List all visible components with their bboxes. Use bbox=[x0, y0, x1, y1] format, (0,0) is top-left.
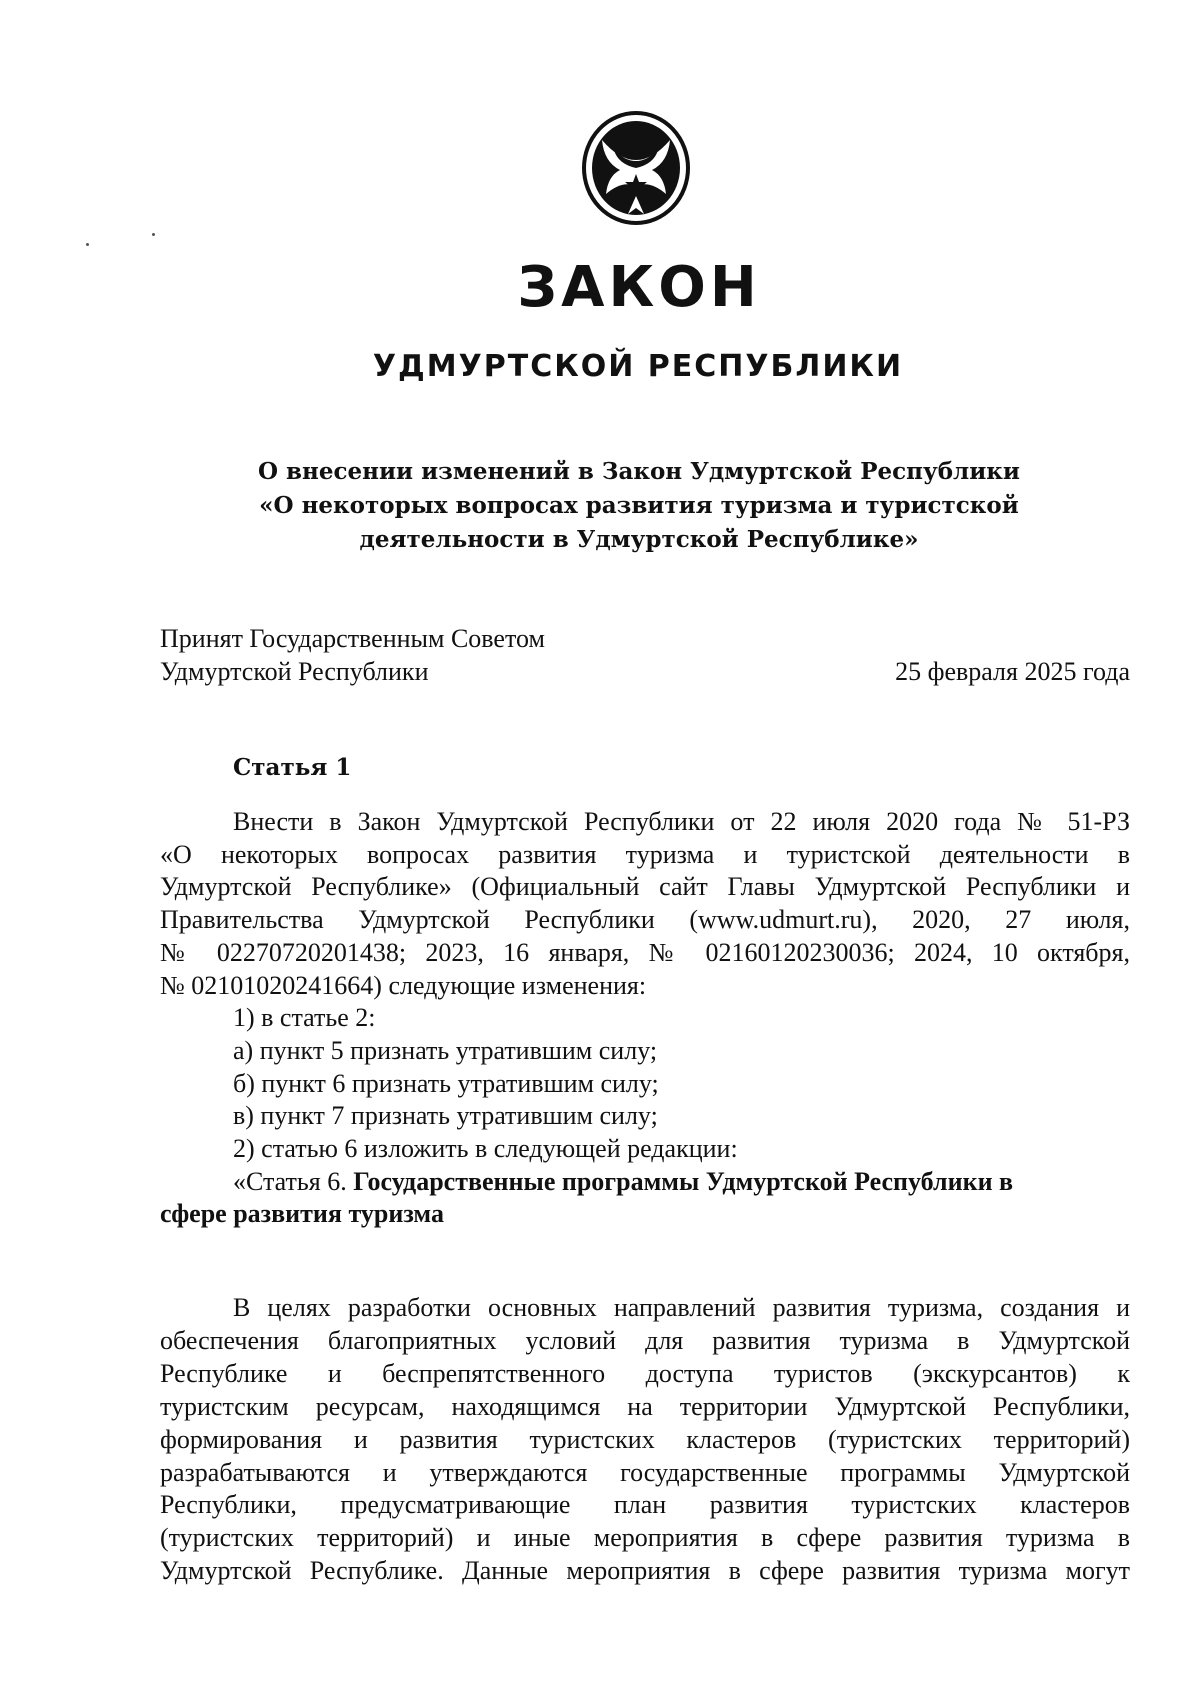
intro-line: Удмуртской Республике» (Официальный сайт Главы Удмуртской Республики и bbox=[160, 872, 1130, 902]
law-title: ЗАКОН bbox=[517, 255, 761, 320]
paragraph-line: формирования и развития туристских кластеров (туристских территорий) bbox=[160, 1424, 1130, 1454]
amendment-item: 1) в статье 2: bbox=[233, 1003, 376, 1033]
paragraph-line: обеспечения благоприятных условий для развития туризма в Удмуртской bbox=[160, 1325, 1130, 1355]
intro-line: Правительства Удмуртской Республики (www.udmurt.ru), 2020, 27 июля, bbox=[160, 905, 1130, 935]
article-heading: Статья 1 bbox=[233, 754, 352, 781]
paragraph-line: (туристских территорий) и иные мероприятия в сфере развития туризма в bbox=[160, 1523, 1130, 1553]
adopted-by-line-2 bbox=[160, 655, 1130, 688]
paragraph-line: Удмуртской Республике. Данные мероприятия в сфере развития туризма могут bbox=[160, 1556, 1130, 1586]
adopted-by-line: Принят Государственным Советом bbox=[160, 624, 545, 653]
paragraph-line: В целях разработки основных направлений развития туризма, создания и bbox=[233, 1293, 1130, 1322]
law-subject bbox=[0, 455, 1200, 557]
subject-line: О внесении изменений в Закон Удмуртской Республики bbox=[258, 458, 1020, 485]
coat-of-arms-emblem bbox=[580, 110, 692, 226]
republic-title: УДМУРТСКОЙ РЕСПУБЛИКИ bbox=[372, 349, 904, 384]
amendment-item: 2) статью 6 изложить в следующей редакции: bbox=[233, 1134, 738, 1164]
paragraph-line: Республике и беспрепятственного доступа туристов (экскурсантов) к bbox=[160, 1358, 1130, 1388]
intro-line: Внести в Закон Удмуртской Республики от 22 июля 2020 года № 51-РЗ bbox=[233, 807, 1130, 836]
paragraph-line: разрабатываются и утверждаются государственные программы Удмуртской bbox=[160, 1457, 1130, 1487]
adopted-by-body: Удмуртской Республики bbox=[160, 657, 429, 686]
article-paragraph bbox=[160, 1292, 1130, 1588]
quoted-article-prefix: «Статья 6. bbox=[233, 1166, 347, 1196]
amendment-item: в) пункт 7 признать утратившим силу; bbox=[233, 1101, 658, 1131]
amendment-item: а) пункт 5 признать утратившим силу; bbox=[233, 1035, 658, 1065]
subject-line: деятельности в Удмуртской Республике» bbox=[359, 526, 919, 553]
amendment-item: б) пункт 6 признать утратившим силу; bbox=[233, 1068, 659, 1098]
quoted-article-title-cont: сфере развития туризма bbox=[160, 1199, 444, 1229]
paragraph-line: туристским ресурсам, находящимся на территории Удмуртской Республики, bbox=[160, 1391, 1130, 1421]
paragraph-line: Республики, предусматривающие план развития туристских кластеров bbox=[160, 1490, 1130, 1520]
subject-line: «О некоторых вопросах развития туризма и туристской bbox=[259, 492, 1019, 519]
intro-line: № 02101020241664) следующие изменения: bbox=[160, 970, 647, 1000]
intro-line: № 02270720201438; 2023, 16 января, № 02160120230036; 2024, 10 октября, bbox=[160, 937, 1130, 967]
quoted-article-title bbox=[160, 1166, 1130, 1199]
adoption-date: 25 февраля 2025 года bbox=[895, 657, 1130, 686]
scan-speck bbox=[86, 243, 89, 246]
scan-speck bbox=[152, 233, 155, 236]
article-body bbox=[160, 806, 1130, 1231]
intro-line: «О некоторых вопросах развития туризма и туристской деятельности в bbox=[160, 839, 1130, 869]
quoted-article-title-text: Государственные программы Удмуртской Республики в bbox=[353, 1166, 1014, 1196]
